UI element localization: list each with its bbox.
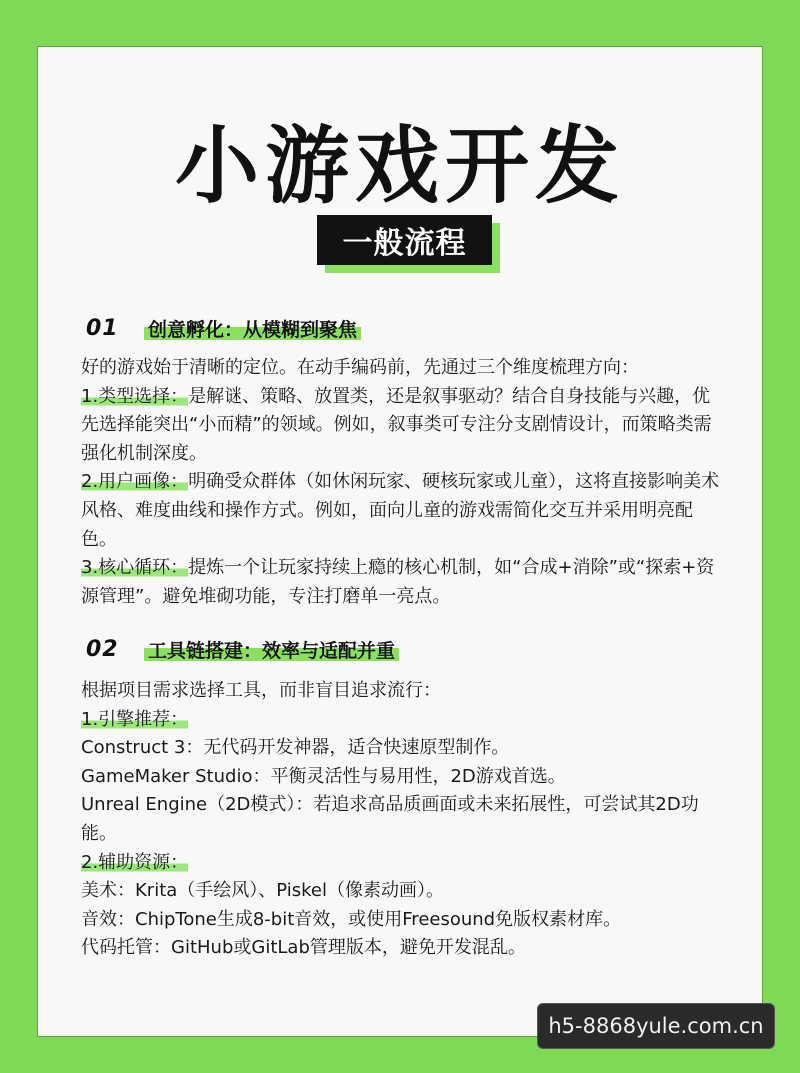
page-title: 小游戏开发 — [174, 117, 625, 215]
section-1-heading — [86, 313, 361, 343]
content-card — [37, 46, 763, 1037]
item-text: 明确受众群体（如休闲玩家、硬核玩家或儿童），这将直接影响美术风格、难度曲线和操作方式。例如，面向儿童的游戏需简化交互并采用明亮配色。 — [81, 471, 720, 550]
group-label — [81, 849, 728, 878]
subtitle: 一般流程 — [317, 215, 492, 265]
item-text: 是解谜、策略、放置类，还是叙事驱动？结合自身技能与兴趣，优先选择能突出“小而精”的领域。例如，叙事类可专注分支剧情设计，而策略类需强化机制深度。 — [81, 385, 712, 464]
item-label: 3.核心循环： — [81, 557, 189, 579]
group-label — [81, 706, 728, 735]
section-1-item — [81, 468, 728, 554]
engine-line: Unreal Engine（2D模式）：若追求高品质画面或未来拓展性，可尝试其2D功能。 — [81, 794, 699, 844]
section-2-intro: 根据项目需求选择工具，而非盲目追求流行： — [81, 680, 441, 701]
engine-line: Construct 3：无代码开发神器，适合快速原型制作。 — [81, 737, 510, 759]
resource-line: 美术：Krita（手绘风）、Piskel（像素动画）。 — [81, 880, 444, 902]
resource-line: 代码托管：GitHub或GitLab管理版本，避免开发混乱。 — [81, 937, 526, 959]
item-label: 1.类型选择： — [81, 385, 189, 407]
section-2-number: 02 — [86, 636, 119, 662]
resource-line: 音效：ChipTone生成8-bit音效，或使用Freesound免版权素材库。 — [81, 908, 622, 930]
section-1-intro: 好的游戏始于清晰的定位。在动手编码前，先通过三个维度梳理方向： — [81, 357, 639, 378]
section-2-title: 工具链搭建：效率与适配并重 — [144, 636, 399, 663]
section-1-body — [81, 354, 728, 611]
subtitle-badge — [317, 215, 492, 273]
item-text: 提炼一个让玩家持续上瘾的核心机制，如“合成+消除”或“探索+资源管理”。避免堆砌功能，专注打磨单一亮点。 — [81, 557, 715, 607]
section-1-item — [81, 554, 728, 611]
resource-label: 2.辅助资源： — [81, 851, 189, 873]
section-2-heading — [86, 634, 399, 664]
watermark: h5-8868yule.com.cn — [537, 1003, 775, 1049]
section-1-number: 01 — [86, 315, 119, 341]
section-2-body — [81, 677, 728, 963]
item-label: 2.用户画像： — [81, 471, 189, 493]
engine-label: 1.引擎推荐： — [81, 708, 189, 730]
section-1-title: 创意孵化：从模糊到聚焦 — [144, 315, 361, 342]
section-1-item — [81, 383, 728, 469]
engine-line: GameMaker Studio：平衡灵活性与易用性，2D游戏首选。 — [81, 765, 566, 787]
